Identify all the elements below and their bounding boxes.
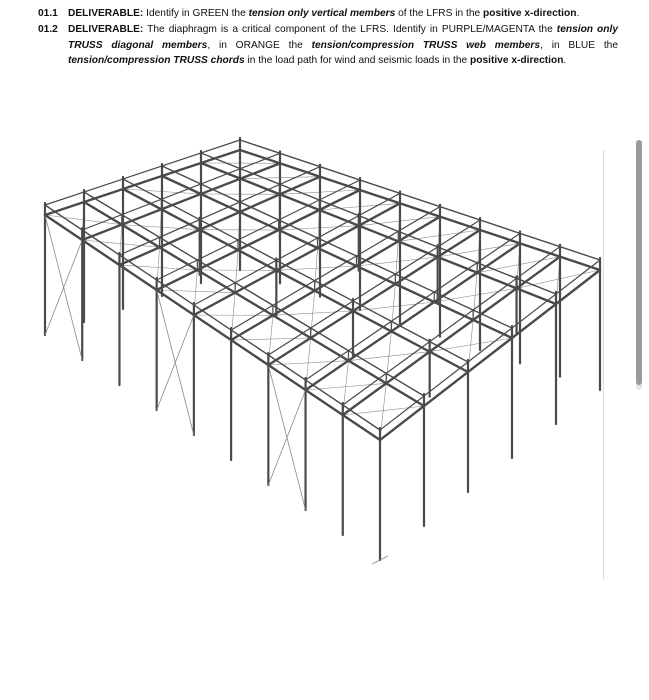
emphasis-run: positive x-direction xyxy=(483,8,577,19)
emphasis-run: tension only TRUSS diagonal members xyxy=(68,24,619,51)
deliverable-01-1 xyxy=(38,6,618,22)
deliverable-label: DELIVERABLE: xyxy=(68,8,144,19)
beam xyxy=(380,270,600,440)
text-run: , in BLUE the xyxy=(540,39,618,51)
truss-chord xyxy=(84,192,424,396)
text-run: of the LFRS in the xyxy=(395,8,484,19)
deliverable-01-2 xyxy=(38,22,618,69)
text-run: . xyxy=(576,8,580,19)
text-run: The diaphragm is a critical component of the LFRS. Identify in PURPLE/MAGENTA the xyxy=(143,24,557,35)
emphasis-run: positive x-direction xyxy=(470,55,564,66)
truss-chord xyxy=(157,180,360,280)
text-run: Identify in GREEN the xyxy=(143,8,249,19)
item-number: 01.2 xyxy=(38,24,58,35)
vertical-brace xyxy=(157,315,194,410)
truss-chord xyxy=(380,260,600,430)
structural-frame-drawing xyxy=(30,130,620,590)
girder xyxy=(240,150,600,270)
girder xyxy=(45,215,380,440)
emphasis-run: tension/compression TRUSS chords xyxy=(68,55,245,66)
item-text xyxy=(68,22,618,69)
beam xyxy=(268,230,480,365)
text-run: , in ORANGE the xyxy=(207,39,312,51)
scrollbar[interactable] xyxy=(636,140,642,390)
beam xyxy=(119,177,320,265)
truss-chord xyxy=(45,140,240,205)
vertical-brace xyxy=(268,390,305,485)
text-run: . xyxy=(563,55,567,66)
item-text xyxy=(68,6,618,22)
roof-diagonal-brace xyxy=(430,338,512,352)
page-divider xyxy=(603,150,604,580)
item-number: 01.1 xyxy=(38,8,58,19)
emphasis-run: tension only vertical members xyxy=(248,8,396,19)
text-run: in the load path for wind and seismic loads in the xyxy=(244,55,471,66)
scrollbar-thumb[interactable] xyxy=(636,140,642,385)
vertical-brace xyxy=(45,240,82,335)
emphasis-run: tension/compression TRUSS web members xyxy=(311,39,541,51)
truss-chord xyxy=(45,205,380,430)
deliverable-label: DELIVERABLE: xyxy=(68,24,144,35)
beam xyxy=(45,150,240,215)
